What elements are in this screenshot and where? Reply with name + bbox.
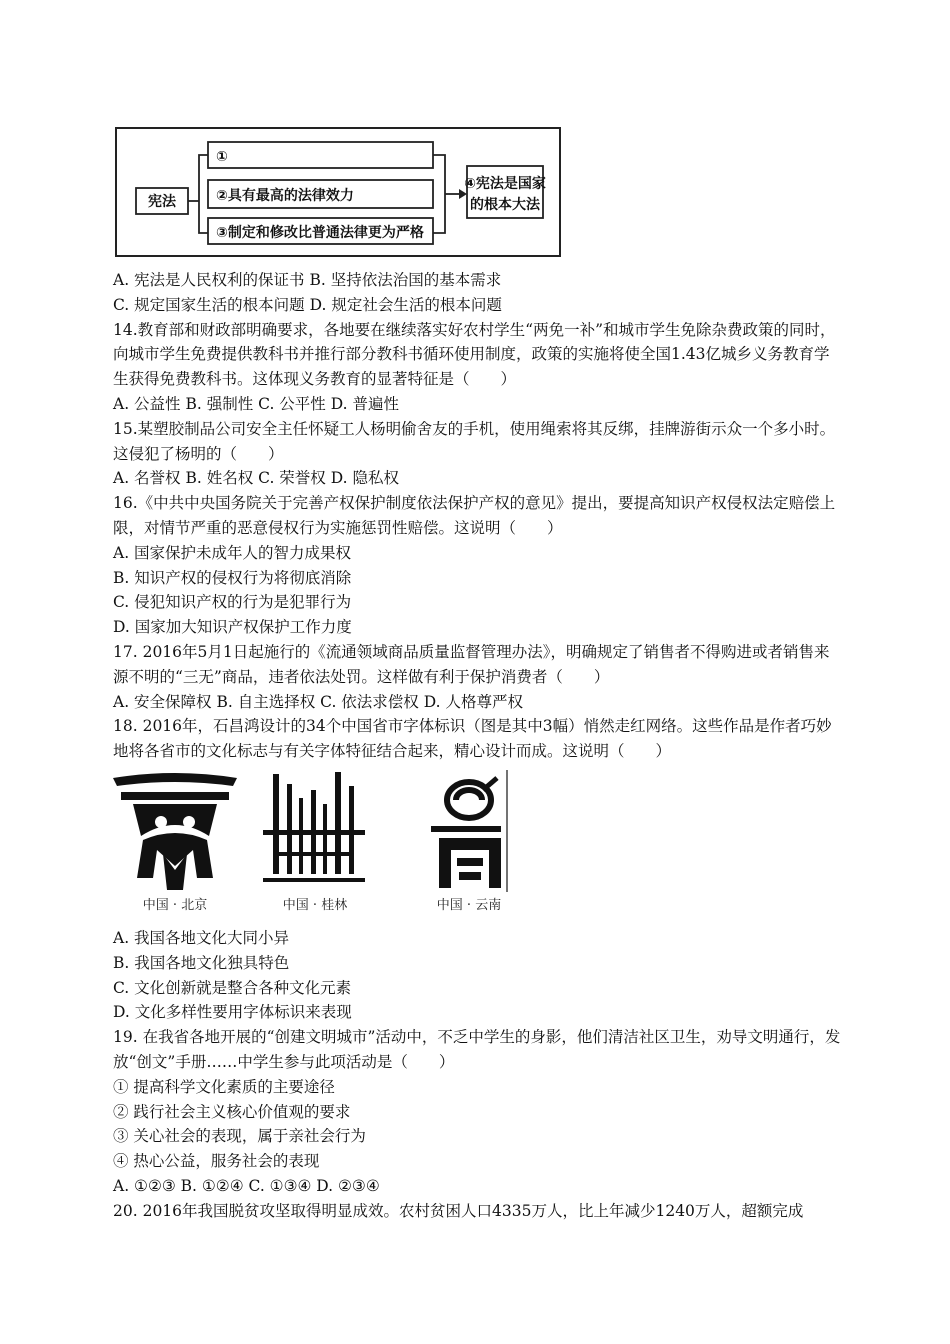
diagram-branch-3: ③制定和修改比普通法律更为严格 (216, 225, 424, 241)
constitution-diagram (113, 110, 563, 260)
q16-option-d: D. 国家加大知识产权保护工作力度 (113, 618, 352, 637)
diagram-branch-1: ① (216, 149, 228, 165)
yunnan-caption: 中国 · 云南 (436, 897, 502, 913)
q14-stem: 14.教育部和财政部明确要求，各地要在继续落实好农村学生“两免一补”和城市学生免除杂费政策的同时，向城市学生免费提供教科书并推行部分教科书循环使用制度，政策的实施将使全国1.43亿城乡义务教育学生获得免费教科书。这体现义务教育的显著特征是（ ） (113, 320, 836, 389)
beijing-caption: 中国 · 北京 (142, 897, 208, 913)
q19-item-4: ④ 热心公益，服务社会的表现 (113, 1152, 320, 1171)
font-logos-svg (113, 770, 513, 918)
q19-item-2: ② 践行社会主义核心价值观的要求 (113, 1102, 351, 1121)
q18-option-b: B. 我国各地文化独具特色 (113, 953, 290, 972)
q18-stem: 18. 2016年，石昌鸿设计的34个中国省市字体标识（图是其中3幅）悄然走红网络。这些作品是作者巧妙地将各省市的文化标志与有关字体特征结合起来，精心设计而成。这说明（ ） (113, 717, 832, 761)
diagram-result-line-2: 的根本大法 (470, 197, 540, 213)
q13-options-row-2: C. 规定国家生活的根本问题 D. 规定社会生活的根本问题 (113, 295, 502, 314)
font-logos-figure (113, 770, 513, 918)
q15-stem: 15.某塑胶制品公司安全主任怀疑工人杨明偷舍友的手机，使用绳索将其反绑，挂牌游街示众一个多小时。这侵犯了杨明的（ ） (113, 419, 836, 463)
diagram-root-label: 宪法 (148, 194, 176, 210)
guilin-caption: 中国 · 桂林 (282, 897, 348, 913)
q16-option-c: C. 侵犯知识产权的行为是犯罪行为 (113, 593, 352, 612)
q15-options: A. 名誉权 B. 姓名权 C. 荣誉权 D. 隐私权 (113, 469, 399, 488)
beijing-logo-icon (113, 773, 237, 913)
q16-stem: 16.《中共中央国务院关于完善产权保护制度依法保护产权的意见》提出，要提高知识产权侵权法定赔偿上限，对情节严重的恶意侵权行为实施惩罚性赔偿。这说明（ ） (113, 494, 836, 537)
q17-stem: 17. 2016年5月1日起施行的《流通领域商品质量监督管理办法》，明确规定了销售者不得购进或者销售来源不明的“三无”商品，违者依法处罚。这样做有利于保护消费者（ ） (113, 642, 830, 686)
q14-options: A. 公益性 B. 强制性 C. 公平性 D. 普遍性 (113, 394, 399, 413)
q18-option-d: D. 文化多样性要用字体标识来表现 (113, 1003, 352, 1022)
q18-option-c: C. 文化创新就是整合各种文化元素 (113, 978, 352, 997)
q13-options-row-1: A. 宪法是人民权利的保证书 B. 坚持依法治国的基本需求 (113, 271, 502, 289)
guilin-logo-icon (263, 772, 365, 913)
q16-option-a: A. 国家保护未成年人的智力成果权 (113, 543, 352, 562)
diagram-frame (113, 110, 563, 260)
diagram-branch-2: ②具有最高的法律效力 (216, 188, 354, 204)
q19-stem: 19. 在我省各地开展的“创建文明城市”活动中，不乏中学生的身影，他们清洁社区卫生，劝导文明通行，发放“创文”手册……中学生参与此项活动是（ ） (113, 1028, 841, 1071)
diagram-result-line-1: ④宪法是国家 (464, 176, 546, 192)
q19-item-1: ① 提高科学文化素质的主要途径 (113, 1077, 335, 1096)
q18-option-a: A. 我国各地文化大同小异 (113, 928, 290, 947)
exam-page (113, 110, 843, 1224)
q17-options: A. 安全保障权 B. 自主选择权 C. 依法求偿权 D. 人格尊严权 (113, 692, 523, 711)
yunnan-logo-icon (431, 770, 507, 913)
q16-option-b: B. 知识产权的侵权行为将彻底消除 (113, 568, 352, 587)
q19-item-3: ③ 关心社会的表现，属于亲社会行为 (113, 1127, 366, 1146)
q19-options: A. ①②③ B. ①②④ C. ①③④ D. ②③④ (113, 1176, 380, 1195)
q20-stem: 20. 2016年我国脱贫攻坚取得明显成效。农村贫困人口4335万人，比上年减少1240万人，超额完成 (113, 1201, 804, 1220)
